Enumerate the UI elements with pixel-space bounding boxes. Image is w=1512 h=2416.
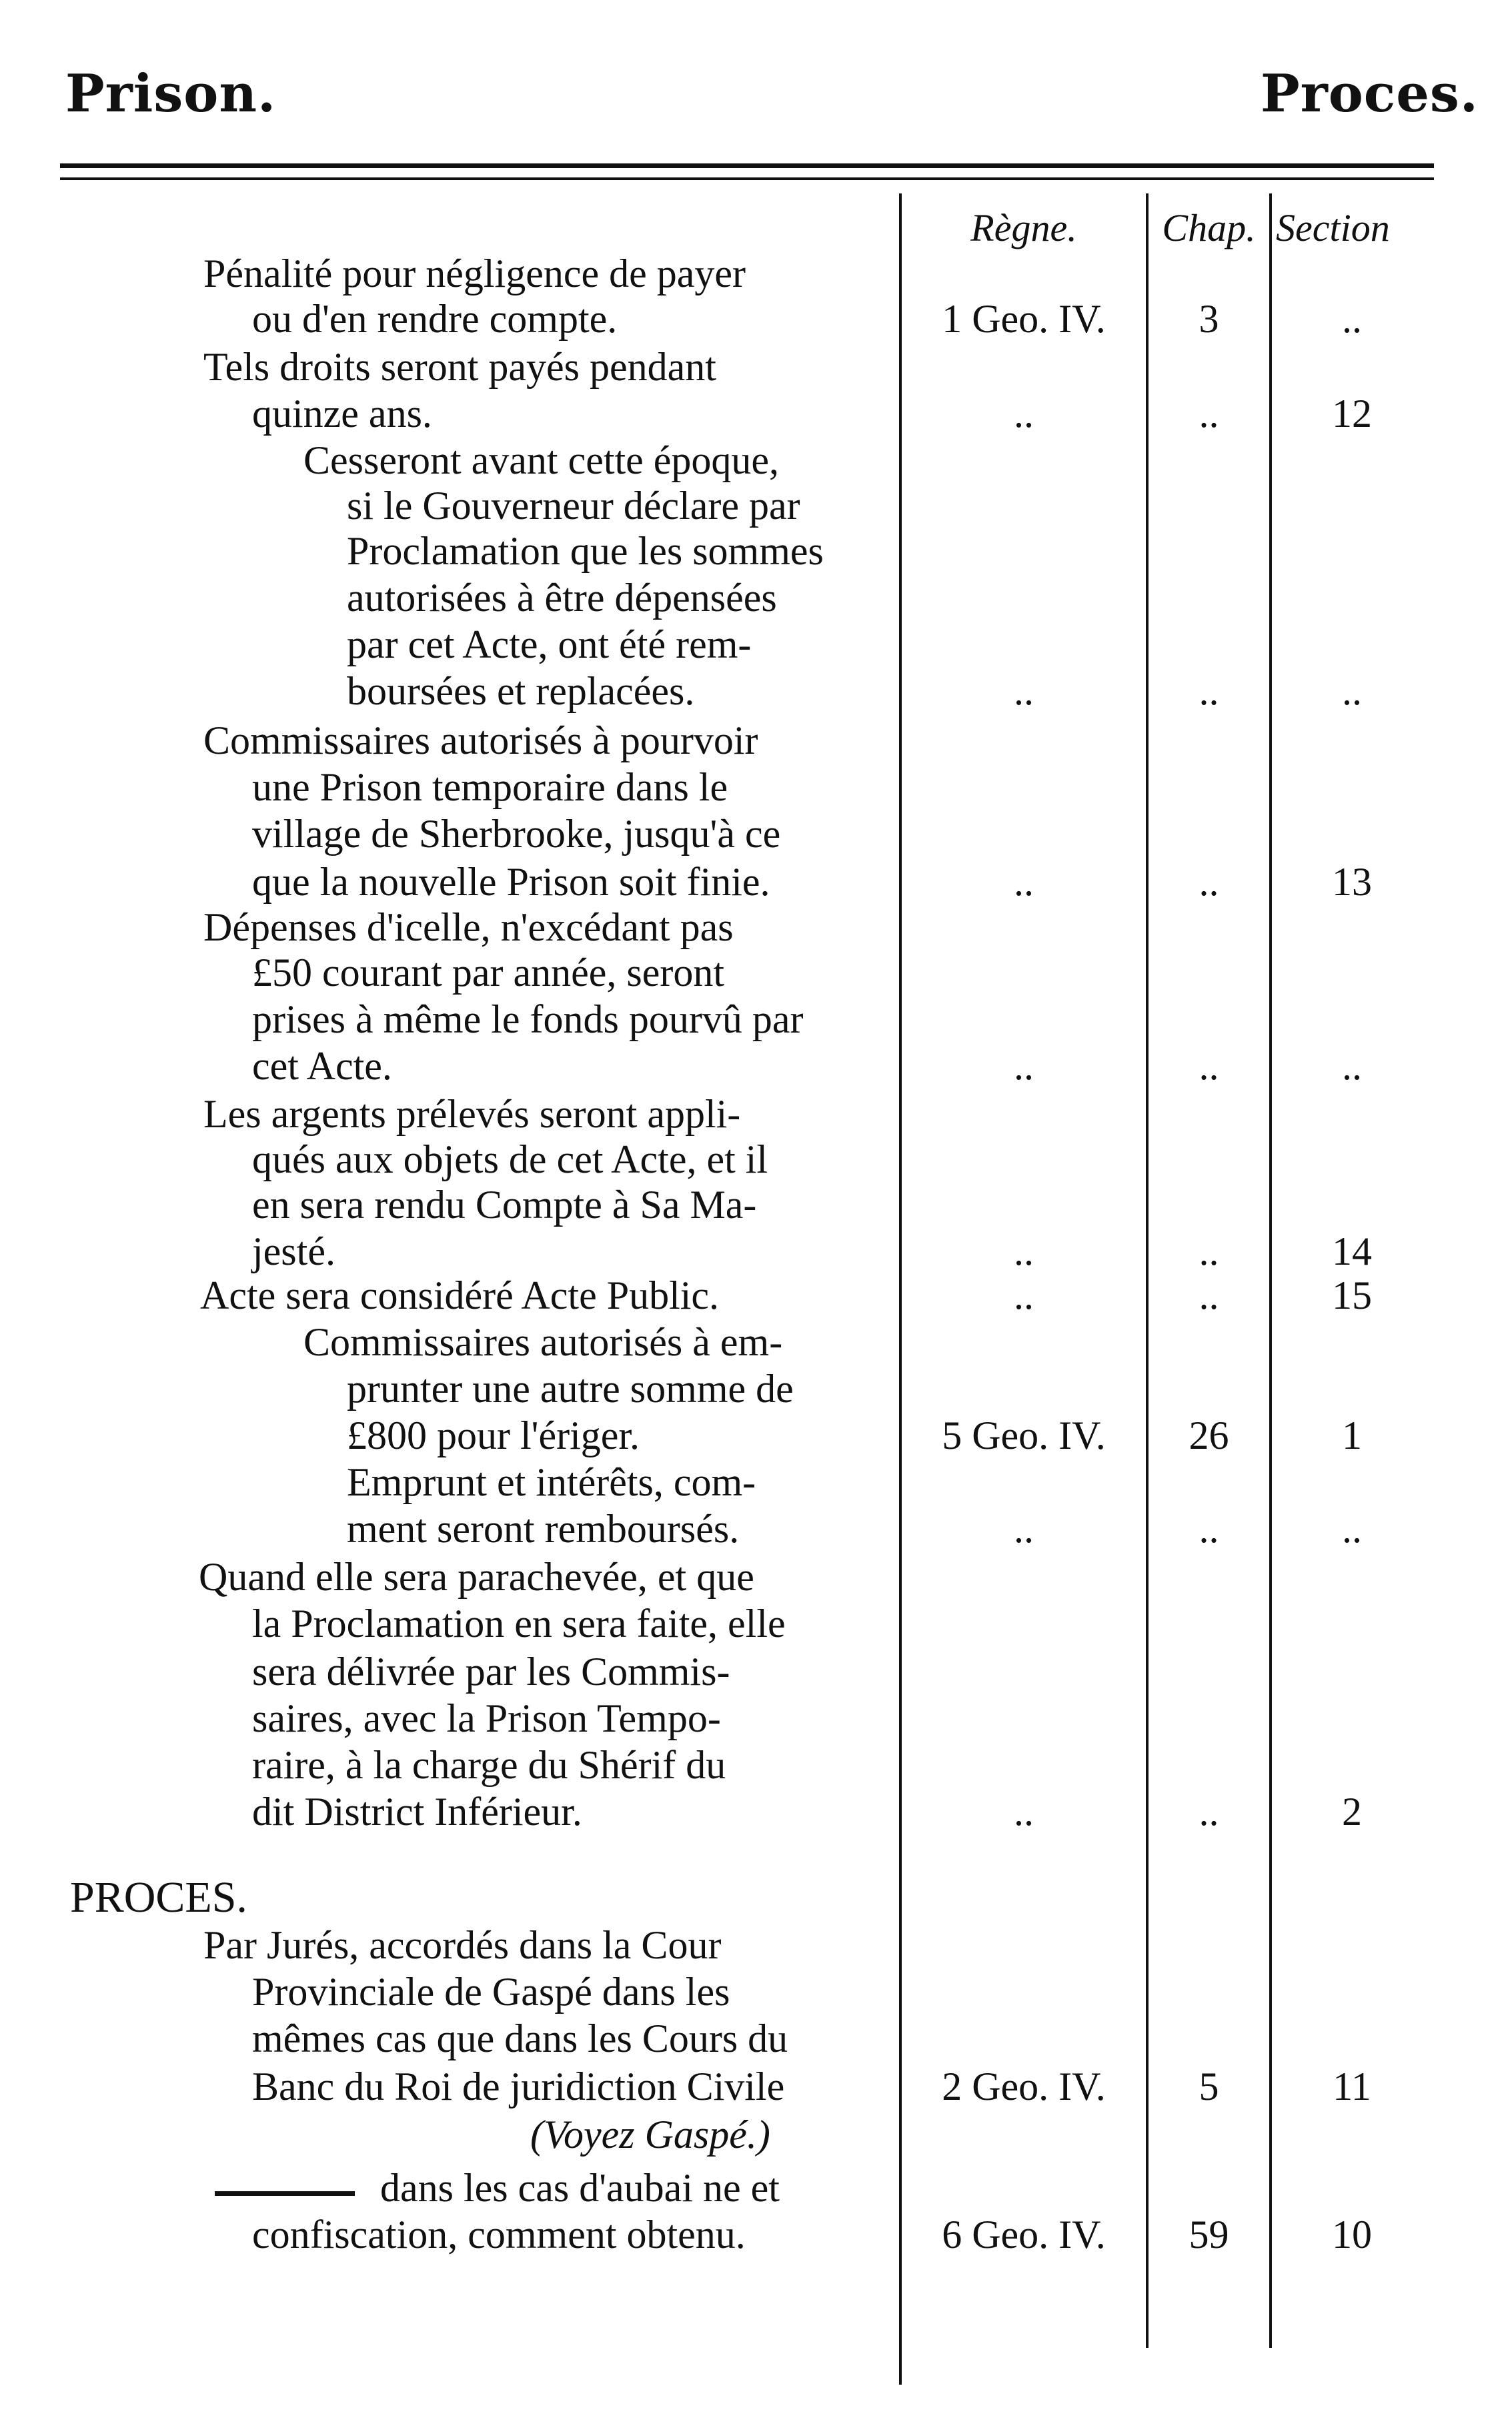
entry-line: autorisées à être dépensées bbox=[347, 576, 777, 620]
regne-cell: 1 Geo. IV. bbox=[942, 297, 1106, 341]
entry-line: Pénalité pour négligence de payer bbox=[203, 251, 746, 295]
entry-line: raire, à la charge du Shérif du bbox=[252, 1743, 726, 1787]
section-cell: 12 bbox=[1332, 392, 1372, 436]
chap-cell: .. bbox=[1199, 1507, 1219, 1551]
entry-line: jesté. bbox=[252, 1229, 335, 1273]
entry-line: £50 courant par année, seront bbox=[252, 951, 725, 995]
section-cell: 1 bbox=[1342, 1413, 1362, 1457]
entry-line: £800 pour l'ériger. bbox=[347, 1413, 640, 1457]
chap-cell: 26 bbox=[1189, 1413, 1229, 1457]
chap-cell: .. bbox=[1199, 860, 1219, 904]
chap-cell: .. bbox=[1199, 392, 1219, 436]
entry-line: Les argents prélevés seront appli- bbox=[203, 1092, 741, 1136]
entry-line: qués aux objets de cet Acte, et il bbox=[252, 1137, 768, 1181]
entry-line: sera délivrée par les Commis- bbox=[252, 1650, 730, 1694]
section-cell: .. bbox=[1342, 297, 1362, 341]
regne-cell: 5 Geo. IV. bbox=[942, 1413, 1106, 1457]
entry-line: la Proclamation en sera faite, elle bbox=[252, 1602, 786, 1646]
entry-line: cet Acte. bbox=[252, 1044, 392, 1088]
entry-line: Provinciale de Gaspé dans les bbox=[252, 1970, 730, 2014]
regne-cell: .. bbox=[1014, 1790, 1034, 1834]
entry-line: mêmes cas que dans les Cours du bbox=[252, 2016, 788, 2060]
regne-cell: .. bbox=[1014, 392, 1034, 436]
section-heading: PROCES. bbox=[70, 1873, 247, 1922]
entry-line: saires, avec la Prison Tempo- bbox=[252, 1696, 721, 1740]
running-head-right: Proces. bbox=[1261, 63, 1479, 124]
section-cell: 2 bbox=[1342, 1790, 1362, 1834]
entry-line: une Prison temporaire dans le bbox=[252, 765, 728, 809]
chap-cell: 5 bbox=[1199, 2064, 1219, 2108]
cross-reference: (Voyez Gaspé.) bbox=[530, 2112, 770, 2157]
running-head-left: Prison. bbox=[65, 63, 277, 124]
entry-line: que la nouvelle Prison soit finie. bbox=[252, 860, 770, 904]
entry-line: prunter une autre somme de bbox=[347, 1367, 794, 1411]
section-cell: 14 bbox=[1332, 1229, 1372, 1273]
regne-cell: .. bbox=[1014, 860, 1034, 904]
column-header-regne: Règne. bbox=[970, 206, 1077, 249]
chap-cell: .. bbox=[1199, 1044, 1219, 1088]
section-cell: .. bbox=[1342, 669, 1362, 713]
regne-cell: .. bbox=[1014, 1229, 1034, 1273]
entry-line: ou d'en rendre compte. bbox=[252, 297, 618, 341]
entry-line: dans les cas d'aubai ne et bbox=[380, 2166, 780, 2210]
entry-line: Par Jurés, accordés dans la Cour bbox=[203, 1923, 722, 1967]
section-cell: 10 bbox=[1332, 2213, 1372, 2257]
entry-line: Acte sera considéré Acte Public. bbox=[200, 1273, 720, 1317]
entry-line: Commissaires autorisés à pourvoir bbox=[203, 718, 758, 762]
entry-line: dit District Inférieur. bbox=[252, 1790, 582, 1834]
entry-line: Emprunt et intérêts, com- bbox=[347, 1460, 756, 1504]
header-rule-thin bbox=[60, 177, 1434, 180]
entry-line: Commissaires autorisés à em- bbox=[303, 1320, 783, 1364]
entry-line: boursées et replacées. bbox=[347, 669, 695, 713]
section-cell: 11 bbox=[1333, 2064, 1371, 2108]
regne-cell: .. bbox=[1014, 1044, 1034, 1088]
entry-line: Banc du Roi de juridiction Civile bbox=[252, 2064, 785, 2108]
section-cell: 13 bbox=[1332, 860, 1372, 904]
chap-cell: 59 bbox=[1189, 2213, 1229, 2257]
entry-line: Dépenses d'icelle, n'excédant pas bbox=[203, 905, 734, 949]
regne-cell: .. bbox=[1014, 1507, 1034, 1551]
section-cell: .. bbox=[1342, 1507, 1362, 1551]
regne-cell: .. bbox=[1014, 669, 1034, 713]
chap-cell: 3 bbox=[1199, 297, 1219, 341]
entry-line: si le Gouverneur déclare par bbox=[347, 484, 800, 528]
entry-line: Quand elle sera parachevée, et que bbox=[199, 1555, 754, 1599]
regne-cell: .. bbox=[1014, 1273, 1034, 1317]
regne-cell: 2 Geo. IV. bbox=[942, 2064, 1106, 2108]
entry-line: quinze ans. bbox=[252, 392, 432, 436]
section-cell: 15 bbox=[1332, 1273, 1372, 1317]
chap-cell: .. bbox=[1199, 1790, 1219, 1834]
regne-cell: 6 Geo. IV. bbox=[942, 2213, 1106, 2257]
entry-line: par cet Acte, ont été rem- bbox=[347, 622, 752, 666]
entry-line: ment seront remboursés. bbox=[347, 1507, 740, 1551]
entry-line: Tels droits seront payés pendant bbox=[203, 345, 716, 389]
ditto-rule bbox=[215, 2191, 355, 2196]
column-header-section: Section bbox=[1276, 206, 1390, 249]
column-header-chap: Chap. bbox=[1162, 206, 1256, 249]
entry-line: village de Sherbrooke, jusqu'à ce bbox=[252, 812, 781, 856]
chap-cell: .. bbox=[1199, 669, 1219, 713]
chap-cell: .. bbox=[1199, 1273, 1219, 1317]
entry-line: en sera rendu Compte à Sa Ma- bbox=[252, 1183, 757, 1227]
entry-line: prises à même le fonds pourvû par bbox=[252, 997, 804, 1041]
entry-line: Proclamation que les sommes bbox=[347, 529, 824, 573]
chap-cell: .. bbox=[1199, 1229, 1219, 1273]
entry-line: confiscation, comment obtenu. bbox=[252, 2213, 746, 2257]
header-rule-thick bbox=[60, 163, 1434, 168]
section-cell: .. bbox=[1342, 1044, 1362, 1088]
entry-line: Cesseront avant cette époque, bbox=[303, 438, 780, 482]
